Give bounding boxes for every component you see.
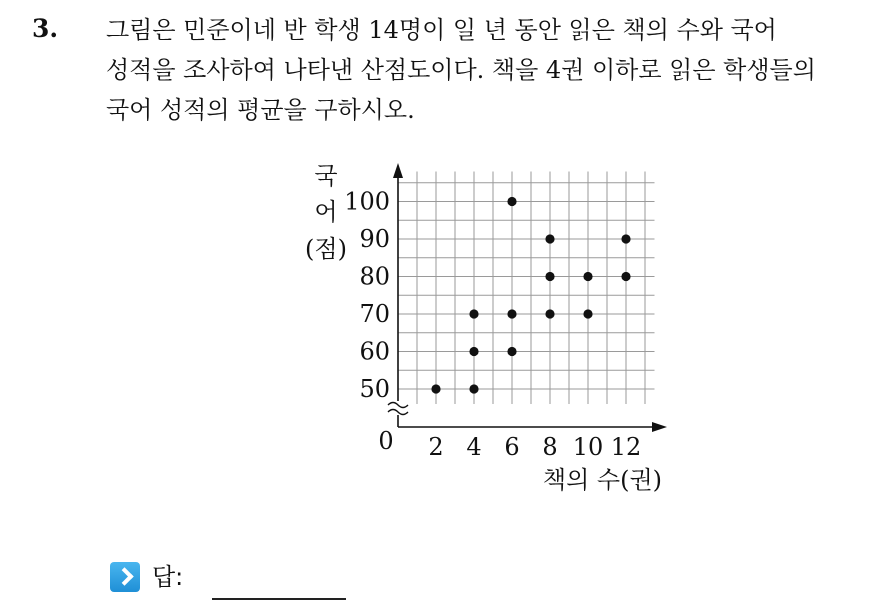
- data-point: [621, 234, 630, 243]
- plot-axes: [388, 163, 667, 432]
- data-point: [469, 309, 478, 318]
- data-point: [507, 197, 516, 206]
- data-point: [545, 272, 554, 281]
- x-axis-arrow: [652, 422, 667, 432]
- answer-blank[interactable]: [212, 598, 346, 600]
- y-tick-label: 60: [359, 337, 390, 366]
- x-tick-label: 4: [466, 433, 482, 461]
- y-axis-arrow: [393, 163, 403, 178]
- y-tick-label: 80: [359, 262, 390, 291]
- origin-label: 0: [378, 427, 394, 455]
- data-point: [545, 309, 554, 318]
- question-line: 성적을 조사하여 나타낸 산점도이다. 책을 4권 이하로 읽은 학생들의: [106, 56, 816, 84]
- data-point: [545, 234, 554, 243]
- x-tick-label: 10: [572, 433, 604, 461]
- x-tick-label: 6: [504, 433, 520, 461]
- answer-label: 답:: [152, 563, 184, 591]
- y-axis-label: 국: [314, 162, 338, 190]
- y-tick-label: 70: [359, 300, 390, 328]
- question-line: 국어 성적의 평균을 구하시오.: [106, 96, 415, 124]
- plot-grid: [398, 172, 655, 405]
- x-tick-label: 12: [610, 433, 642, 461]
- y-tick-label: 90: [359, 225, 390, 253]
- question-line: 그림은 민준이네 반 학생 14명이 일 년 동안 읽은 책의 수와 국어: [106, 16, 777, 44]
- data-point: [583, 309, 592, 318]
- y-axis-label: 어: [314, 198, 338, 226]
- data-point: [469, 384, 478, 393]
- data-point: [621, 272, 630, 281]
- x-axis-label: 책의 수(권): [542, 466, 662, 494]
- data-point: [431, 384, 440, 393]
- data-point: [507, 347, 516, 356]
- y-tick-label: 100: [344, 187, 390, 216]
- data-point: [583, 272, 592, 281]
- x-tick-label: 2: [428, 433, 444, 461]
- chevron-right-icon: [110, 562, 140, 592]
- question-number: 3.: [32, 14, 59, 43]
- y-tick-label: 50: [359, 375, 390, 403]
- y-axis-label: (점): [305, 235, 347, 263]
- data-point: [469, 347, 478, 356]
- data-point: [507, 309, 516, 318]
- x-tick-label: 8: [542, 433, 558, 461]
